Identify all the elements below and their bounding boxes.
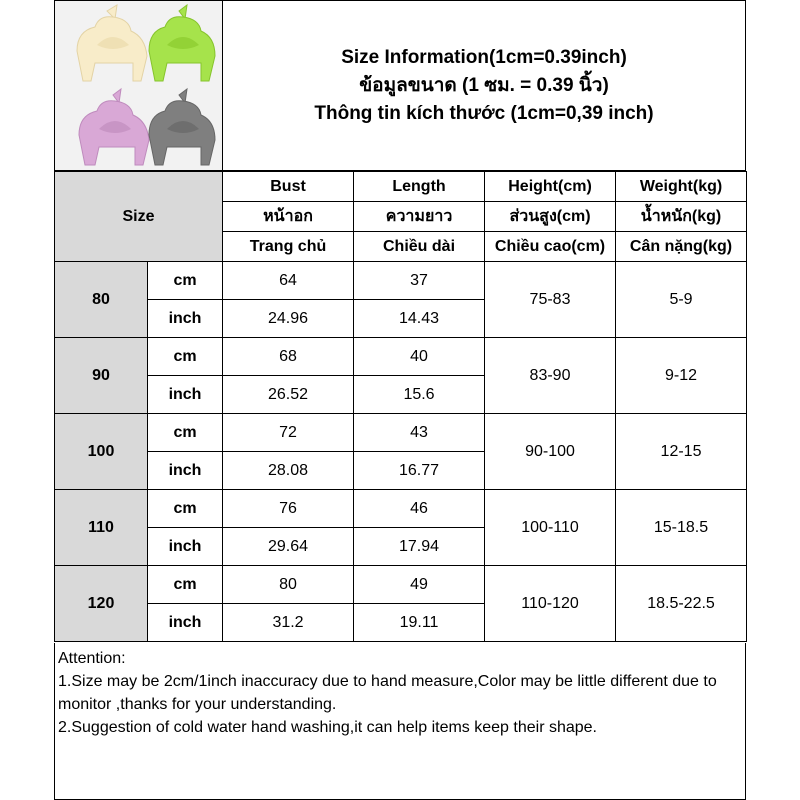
size-chart xyxy=(54,0,746,800)
height-range: 90-100 xyxy=(485,414,616,490)
title-area xyxy=(223,1,745,170)
size-column-header: Size xyxy=(55,172,223,262)
bust-inch: 28.08 xyxy=(223,452,354,490)
table-row xyxy=(55,414,747,452)
length-inch: 15.6 xyxy=(354,376,485,414)
hoodie-icon-cream xyxy=(77,5,147,81)
header-height-th: ส่วนสูง(cm) xyxy=(485,202,616,232)
title-vietnamese: Thông tin kích thước (1cm=0,39 inch) xyxy=(314,102,654,124)
length-inch: 19.11 xyxy=(354,604,485,642)
header-height-vi: Chiều cao(cm) xyxy=(485,232,616,262)
header-weight-vi: Cân nặng(kg) xyxy=(616,232,747,262)
hoodie-icon-grey xyxy=(149,89,215,165)
weight-range: 18.5-22.5 xyxy=(616,566,747,642)
height-range: 110-120 xyxy=(485,566,616,642)
header-length-vi: Chiều dài xyxy=(354,232,485,262)
unit-inch: inch xyxy=(148,604,223,642)
unit-cm: cm xyxy=(148,262,223,300)
unit-inch: inch xyxy=(148,376,223,414)
size-table xyxy=(54,171,747,642)
header-length: Length xyxy=(354,172,485,202)
weight-range: 12-15 xyxy=(616,414,747,490)
height-range: 100-110 xyxy=(485,490,616,566)
product-photo xyxy=(55,1,223,170)
unit-inch: inch xyxy=(148,300,223,338)
attention-notes xyxy=(54,643,746,800)
size-value: 120 xyxy=(55,566,148,642)
header-bust: Bust xyxy=(223,172,354,202)
table-row xyxy=(55,338,747,376)
length-cm: 40 xyxy=(354,338,485,376)
bust-cm: 80 xyxy=(223,566,354,604)
unit-cm: cm xyxy=(148,490,223,528)
height-range: 83-90 xyxy=(485,338,616,414)
chart-header xyxy=(54,0,746,171)
header-weight: Weight(kg) xyxy=(616,172,747,202)
note-item: 1.Size may be 2cm/1inch inaccuracy due to hand measure,Color may be little different due to monitor ,thanks for your understanding. xyxy=(58,673,717,713)
bust-inch: 24.96 xyxy=(223,300,354,338)
height-range: 75-83 xyxy=(485,262,616,338)
length-cm: 37 xyxy=(354,262,485,300)
size-value: 90 xyxy=(55,338,148,414)
bust-cm: 72 xyxy=(223,414,354,452)
header-row-en xyxy=(55,172,747,202)
notes-heading: Attention: xyxy=(58,650,126,667)
hoodie-images xyxy=(55,1,222,170)
unit-inch: inch xyxy=(148,452,223,490)
header-length-th: ความยาว xyxy=(354,202,485,232)
bust-cm: 76 xyxy=(223,490,354,528)
header-bust-th: หน้าอก xyxy=(223,202,354,232)
length-inch: 14.43 xyxy=(354,300,485,338)
length-cm: 49 xyxy=(354,566,485,604)
weight-range: 9-12 xyxy=(616,338,747,414)
weight-range: 5-9 xyxy=(616,262,747,338)
table-row xyxy=(55,262,747,300)
length-cm: 43 xyxy=(354,414,485,452)
table-row xyxy=(55,566,747,604)
weight-range: 15-18.5 xyxy=(616,490,747,566)
unit-cm: cm xyxy=(148,414,223,452)
bust-inch: 26.52 xyxy=(223,376,354,414)
header-bust-vi: Trang chủ xyxy=(223,232,354,262)
title-thai: ข้อมูลขนาด (1 ซม. = 0.39 นิ้ว) xyxy=(359,74,609,96)
length-cm: 46 xyxy=(354,490,485,528)
title-english: Size Information(1cm=0.39inch) xyxy=(341,46,627,68)
bust-cm: 68 xyxy=(223,338,354,376)
bust-inch: 29.64 xyxy=(223,528,354,566)
header-height: Height(cm) xyxy=(485,172,616,202)
hoodie-icon-pink xyxy=(79,89,149,165)
table-row xyxy=(55,490,747,528)
size-value: 100 xyxy=(55,414,148,490)
unit-inch: inch xyxy=(148,528,223,566)
unit-cm: cm xyxy=(148,338,223,376)
size-value: 80 xyxy=(55,262,148,338)
note-item: 2.Suggestion of cold water hand washing,it can help items keep their shape. xyxy=(58,719,597,736)
length-inch: 17.94 xyxy=(354,528,485,566)
bust-cm: 64 xyxy=(223,262,354,300)
length-inch: 16.77 xyxy=(354,452,485,490)
size-value: 110 xyxy=(55,490,148,566)
bust-inch: 31.2 xyxy=(223,604,354,642)
header-weight-th: น้ำหนัก(kg) xyxy=(616,202,747,232)
hoodie-icon-green xyxy=(149,5,215,81)
unit-cm: cm xyxy=(148,566,223,604)
